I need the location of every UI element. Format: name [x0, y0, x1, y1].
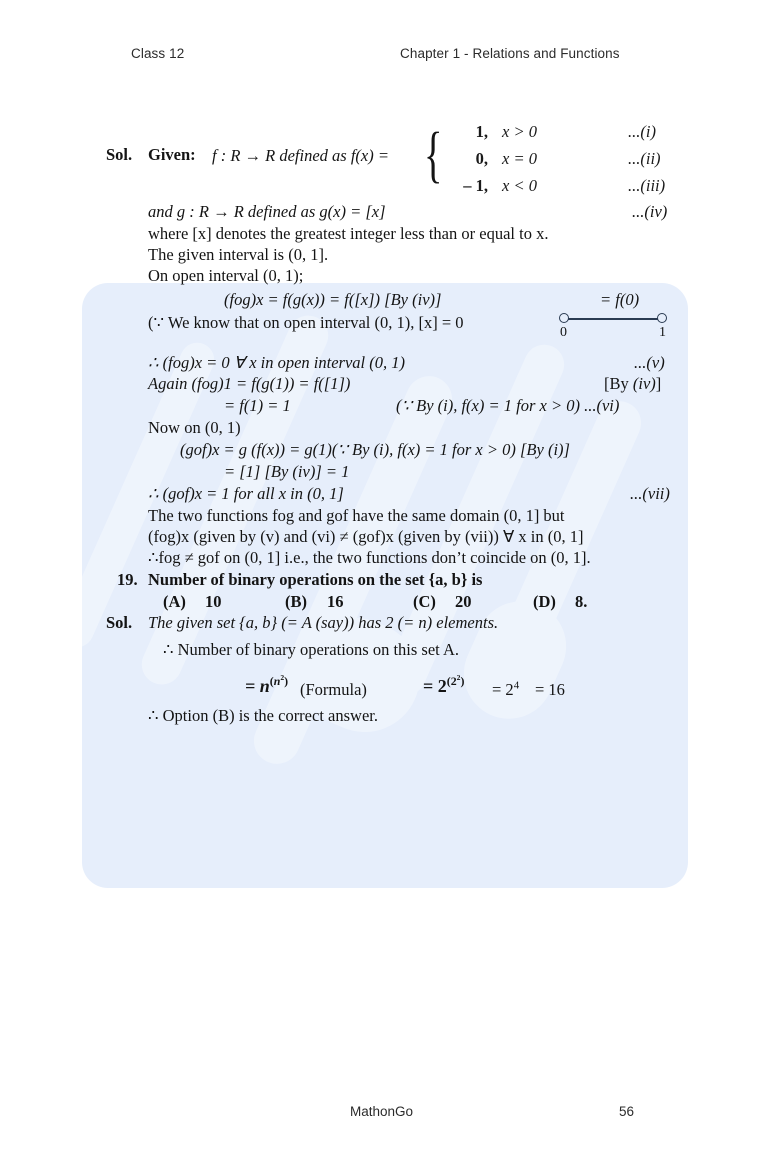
fog-step-1: (fog)x = f(g(x)) = f([x]) [By (iv)] — [224, 290, 442, 309]
fog-at-1-ref: [By (iv)] — [604, 374, 662, 393]
formula-evaluated — [423, 673, 465, 696]
number-line-diagram — [558, 312, 668, 342]
conclusion-line-1: The two functions fog and gof have the same domain (0, 1] but — [148, 506, 565, 525]
answer-statement: ∴ Option (B) is the correct answer. — [148, 706, 378, 725]
piecewise-value: 1, — [475, 122, 488, 141]
piecewise-condition: x = 0 — [502, 149, 537, 168]
g-function-ref: ...(iv) — [632, 202, 668, 221]
option-b-value[interactable]: 16 — [327, 592, 344, 611]
piecewise-definition — [424, 118, 684, 198]
option-a-value[interactable]: 10 — [205, 592, 222, 611]
piecewise-ref: ...(ii) — [628, 149, 661, 168]
greatest-integer-note: where [x] denotes the greatest integer less than or equal to x. — [148, 224, 549, 243]
formula-exponent-n-squared: (n2) — [269, 673, 289, 688]
conclusion-line-3: ∴fog ≠ gof on (0, 1] i.e., the two functions don’t coincide on (0, 1]. — [148, 548, 591, 567]
sol-19-line-2: ∴ Number of binary operations on this set A. — [163, 640, 459, 659]
header-class-label: Class 12 — [131, 46, 185, 61]
gof-step-1: (gof)x = g (f(x)) = g(1)(∵ By (i), f(x) = 1 for x > 0) [By (i)] — [180, 440, 570, 459]
fog-at-1-note: (∵ By (i), f(x) = 1 for x > 0) ...(vi) — [396, 396, 620, 415]
exp-2: 2 — [280, 673, 285, 683]
open-interval-heading: On open interval (0, 1); — [148, 266, 304, 285]
number-line-bar — [566, 318, 660, 320]
gof-result-vii-ref: ...(vii) — [630, 484, 670, 503]
piecewise-condition: x < 0 — [502, 176, 537, 195]
sol-19-line-1: The given set {a, b} (= A (say)) has 2 (= n) elements. — [148, 613, 499, 632]
fog-result-v-ref: ...(v) — [634, 353, 665, 372]
piecewise-ref: ...(i) — [628, 122, 656, 141]
exp-2b: 2 — [456, 673, 461, 683]
given-function-def: f : R → R defined as f(x) = — [212, 146, 390, 165]
header-chapter-label: Chapter 1 - Relations and Functions — [400, 46, 620, 61]
page-footer — [0, 1104, 768, 1128]
exp-n: n — [273, 674, 281, 688]
footer-brand-label: MathonGo — [350, 1104, 414, 1119]
fog-at-1-value: = f(1) = 1 — [224, 396, 291, 415]
formula-base-n: = n — [245, 676, 270, 696]
formula-tail: = 2 — [492, 680, 514, 699]
option-c-value[interactable]: 20 — [455, 592, 472, 611]
formula-base-2: = 2 — [423, 676, 447, 696]
sol-label-18: Sol. — [106, 145, 133, 164]
g-function-def: and g : R → R defined as g(x) = [x] — [148, 202, 386, 221]
ref-iv: (iv) — [632, 374, 656, 393]
open-circle-left-icon — [559, 313, 569, 323]
page-header — [0, 46, 768, 72]
formula-tail-expression — [492, 680, 519, 700]
formula-exponent-2-squared: (22) — [446, 673, 465, 688]
open-circle-right-icon — [657, 313, 667, 323]
option-d-key[interactable]: (D) — [533, 592, 556, 611]
because-open-interval: (∵ We know that on open interval (0, 1), [x] = 0 — [148, 313, 464, 332]
question-19-number: 19. — [117, 570, 138, 589]
number-line-label-right: 1 — [659, 325, 666, 340]
option-c-key[interactable]: (C) — [413, 592, 436, 611]
question-19-text: Number of binary operations on the set {a, b} is — [148, 570, 483, 589]
gof-result-vii: ∴ (gof)x = 1 for all x in (0, 1] — [148, 484, 344, 503]
formula-label: (Formula) — [300, 680, 367, 699]
option-a-key[interactable]: (A) — [163, 592, 186, 611]
fog-step-1-result: = f(0) — [600, 290, 640, 309]
gof-step-2: = [1] [By (iv)] = 1 — [224, 462, 350, 481]
fog-at-1-step: Again (fog)1 = f(g(1)) = f([1]) — [148, 374, 351, 393]
formula-expression — [245, 673, 289, 696]
now-on-interval: Now on (0, 1) — [148, 418, 241, 437]
fog-result-v: ∴ (fog)x = 0 ∀ x in open interval (0, 1) — [148, 353, 405, 372]
option-d-value[interactable]: 8. — [575, 592, 588, 611]
sol-label-19: Sol. — [106, 613, 133, 632]
piecewise-ref: ...(iii) — [628, 176, 666, 195]
formula-tail-exponent: 4 — [513, 679, 520, 692]
conclusion-line-2: (fog)x (given by (v) and (vi) ≠ (gof)x (given by (vii)) ∀ x in (0, 1] — [148, 527, 584, 546]
footer-page-number: 56 — [619, 1104, 635, 1119]
piecewise-condition: x > 0 — [502, 122, 537, 141]
given-label: Given: — [148, 145, 196, 164]
piecewise-value: – 1, — [463, 176, 488, 195]
number-line-label-left: 0 — [560, 325, 567, 340]
given-interval: The given interval is (0, 1]. — [148, 245, 329, 264]
piecewise-value: 0, — [475, 149, 488, 168]
formula-result: = 16 — [535, 680, 565, 699]
option-b-key[interactable]: (B) — [285, 592, 307, 611]
brace-icon: { — [424, 121, 443, 189]
